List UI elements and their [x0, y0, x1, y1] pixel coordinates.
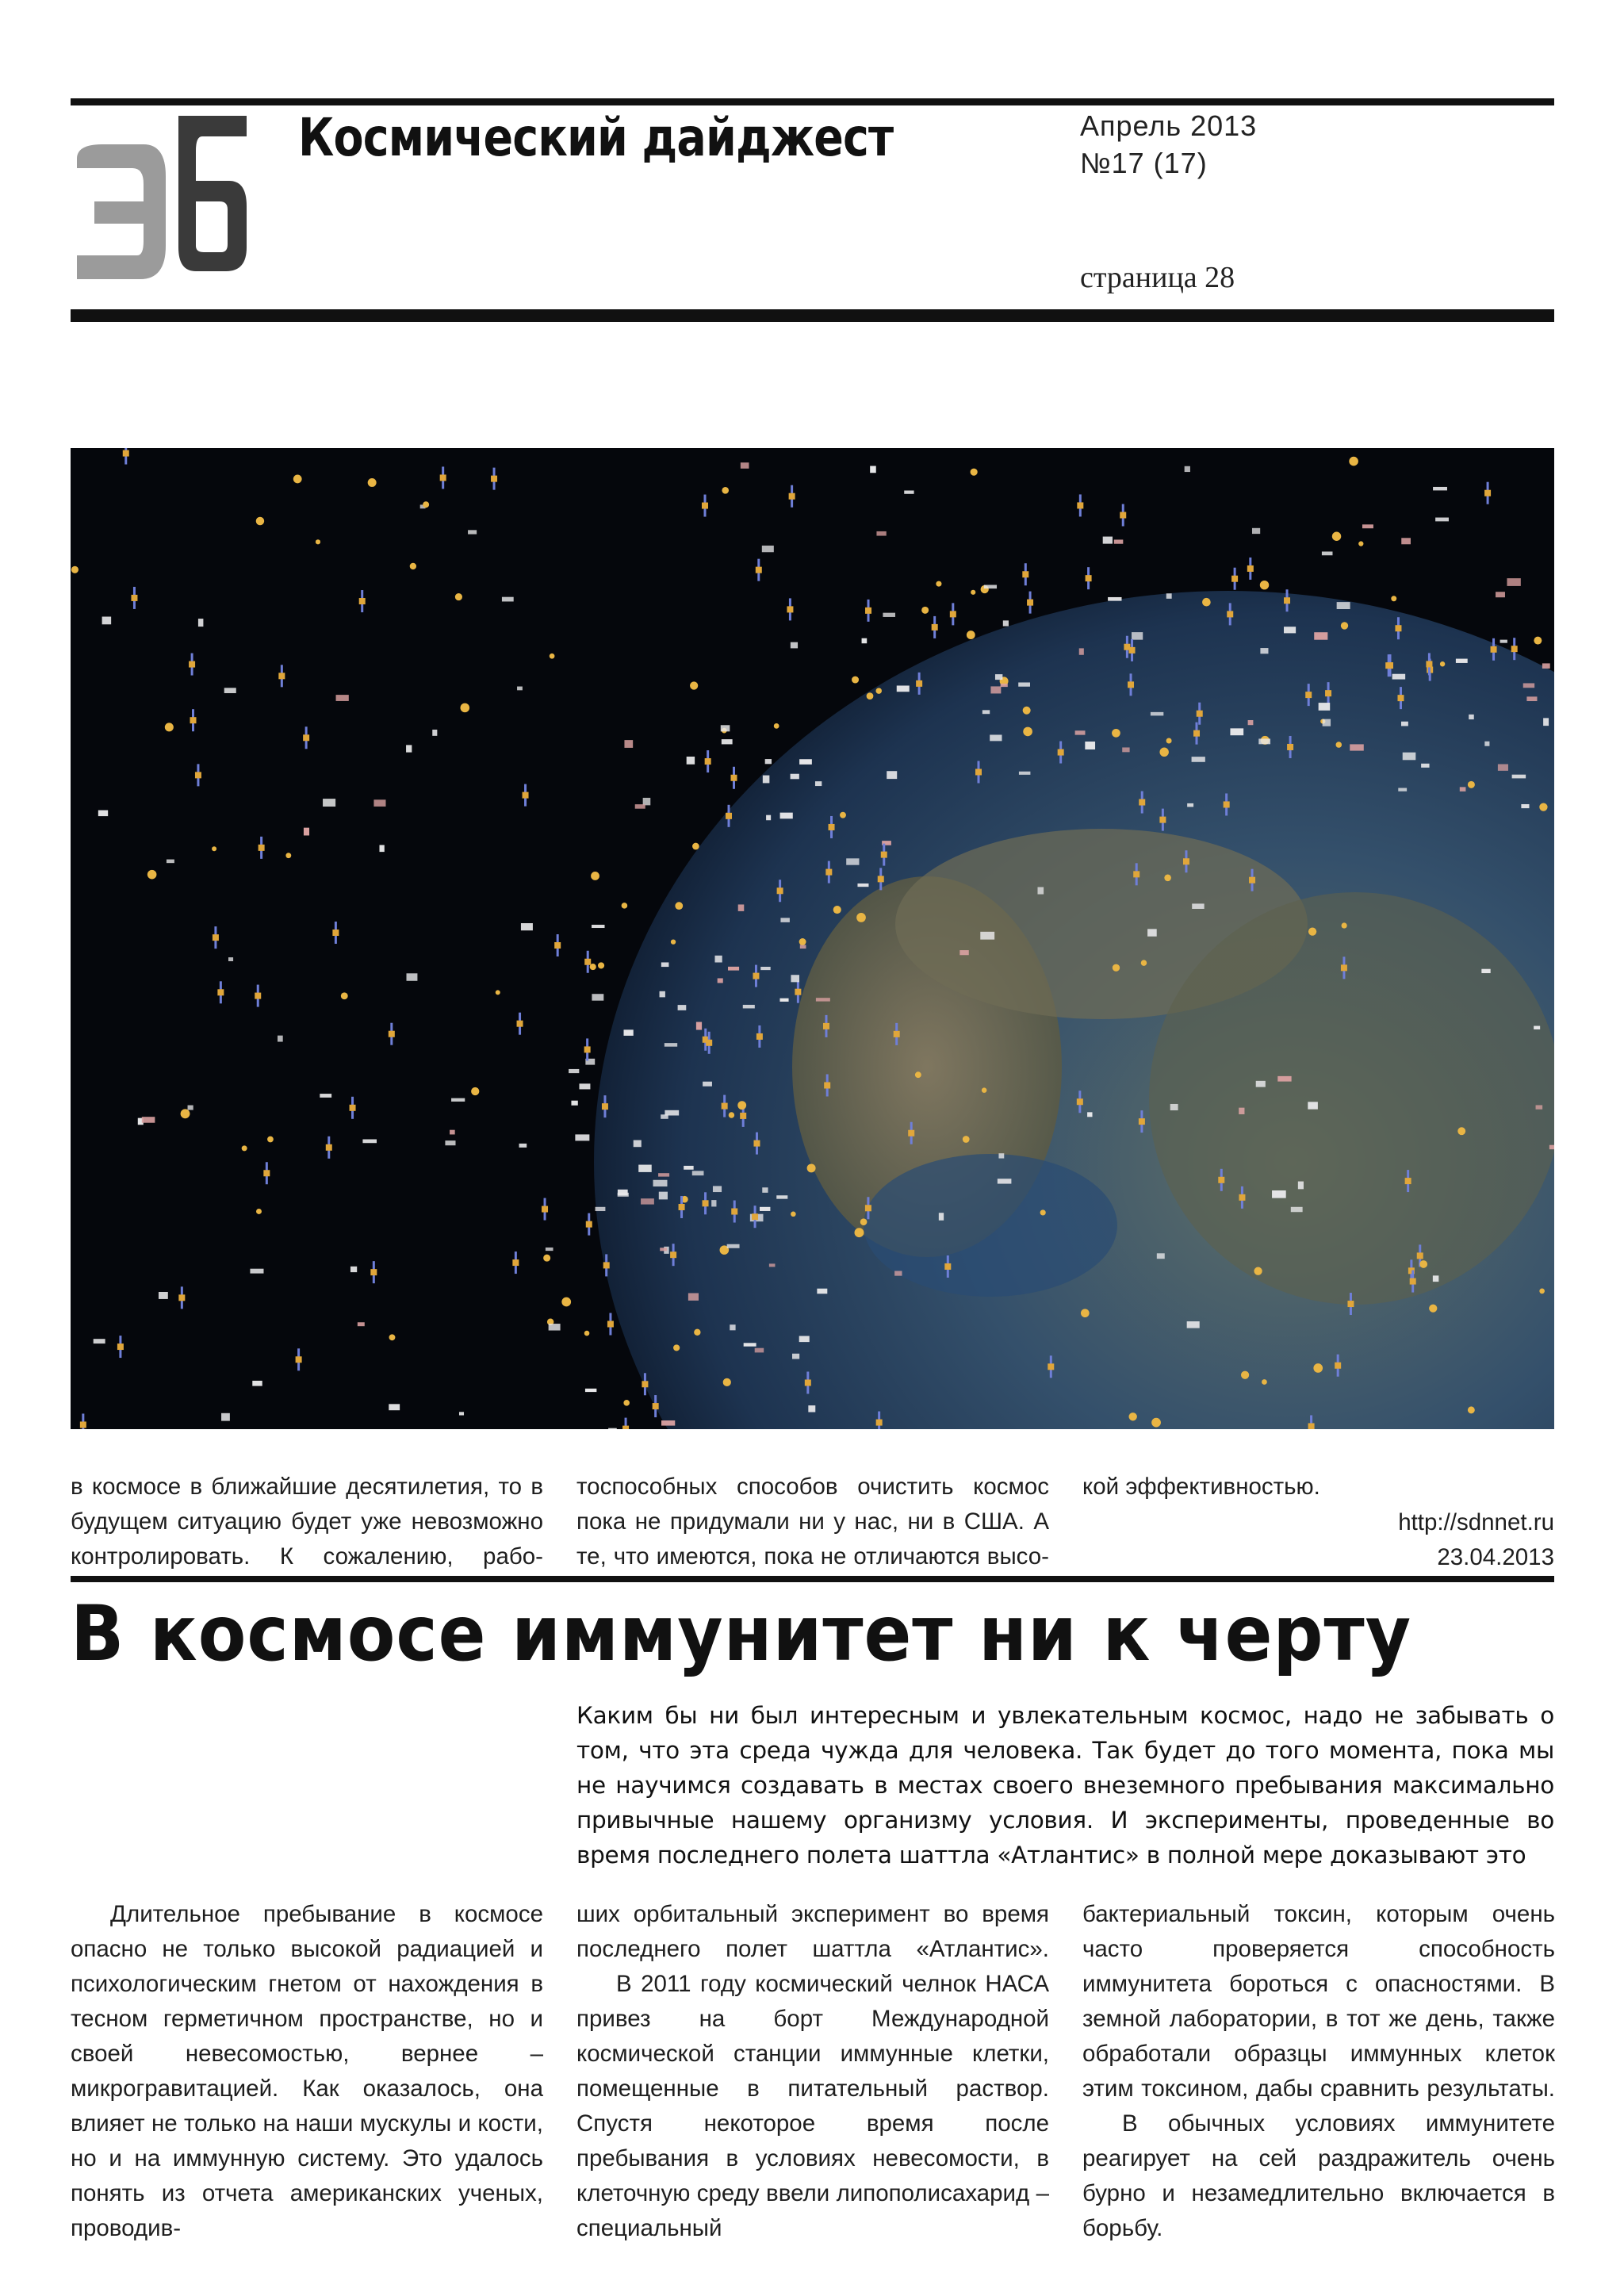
article-headline: В космосе иммунитет ни к черту [71, 1589, 1412, 1678]
page-number: страница 28 [1080, 261, 1235, 294]
previous-article-column-3: кой эффективностью. [1082, 1474, 1320, 1500]
previous-article-column-1: в космосе в ближайшие десятилетия, то в будущем ситуацию будет уже невозможно контролировать. К сожалению, рабо- [71, 1474, 543, 1570]
header-bottom-rule [71, 309, 1554, 322]
article-separator-rule [71, 1576, 1554, 1582]
header-top-rule [71, 98, 1554, 105]
article-paragraph: В обычных условиях иммунитете реагирует на сей раздражитель очень бурно и незамедлительно включается в борьбу. [1082, 2110, 1555, 2241]
article-column-2 [576, 1897, 1049, 2246]
article-paragraph: Длительное пребывание в космосе опасно не только высокой радиацией и психологическим гнетом от нахождения в тесном герметичном пространстве, но и своей невесомостью, вернее – микрогравитацией. Как оказалось, она влияет не только на наши мускулы и кости, но и на иммунную систему. Это удалось понять из отчета американских ученых, проводив- [71, 1901, 543, 2241]
source-url: http://sdnnet.ru [1398, 1509, 1554, 1535]
source-credit [1082, 1505, 1554, 1575]
magazine-logo [71, 113, 249, 293]
issue-date: Апрель 2013 [1080, 109, 1258, 142]
previous-article-column-2: тоспособных способов очистить космос пока не придумали ни у нас, ни в США. А те, что имеются, пока не отличаются высо- [576, 1474, 1049, 1570]
hero-image-space-debris [71, 448, 1554, 1429]
article-column-1 [71, 1897, 543, 2246]
article-paragraph: ших орбитальный эксперимент во время последнего полет шаттла «Атлантис». [576, 1901, 1049, 1962]
article-paragraph: бактериальный токсин, которым очень часто проверяется способность иммунитета бороться с опасностями. В земной лаборатории, в тот же день, также обработали образцы иммунных клеток этим токсином, дабы сравнить результаты. [1082, 1901, 1555, 2102]
article-column-3 [1082, 1897, 1555, 2246]
issue-number: №17 (17) [1080, 147, 1208, 179]
article-paragraph: В 2011 году космический челнок НАСА привез на борт Международной космической станции иммунные клетки, помещенные в питательный раствор. Спустя некоторое время после пребывания в условиях невесомости, в клеточную среду ввели липополисахарид – специальный [576, 1971, 1049, 2241]
source-date: 23.04.2013 [1437, 1544, 1554, 1570]
article-lead: Каким бы ни был интересным и увлекательным космос, надо не забывать о том, что эта среда чужда для человека. Так будет до того момента, пока мы не научимся создавать в местах своего внеземного пребывания максимально привычные нашему организму условия. И эксперименты, проведенные во время последнего полета шаттла «Атлантис» в полной мере доказывают это [576, 1702, 1554, 1869]
magazine-title: Космический дайджест [298, 107, 894, 168]
